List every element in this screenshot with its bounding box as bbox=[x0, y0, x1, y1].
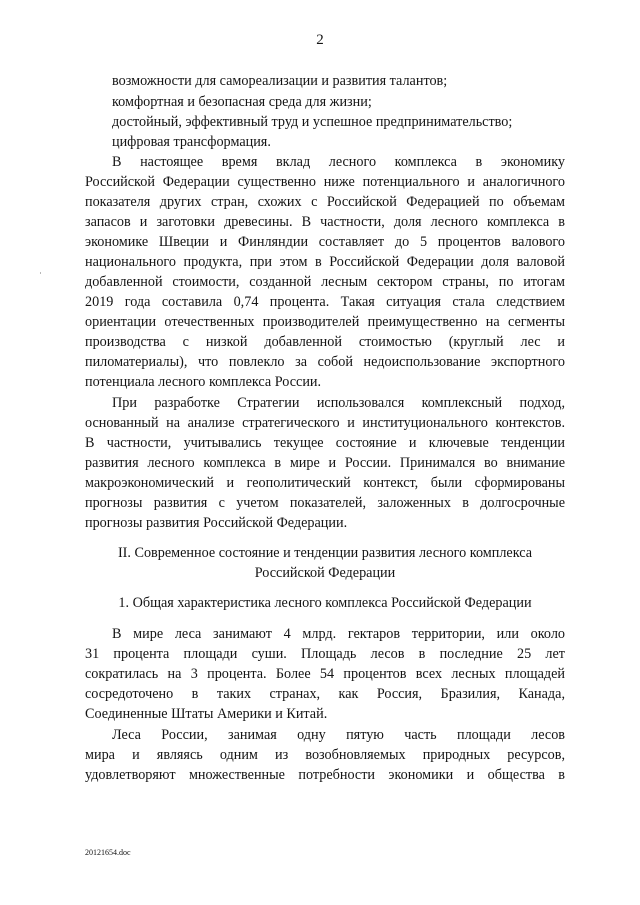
paragraph-line: Леса России, занимая одну пятую часть площади лесов bbox=[112, 727, 565, 743]
list-item: цифровая трансформация. bbox=[112, 134, 271, 150]
paragraph-line: экономике Швеции и Финляндии составляет до 5 процентов валового bbox=[85, 234, 565, 250]
paragraph-line: 31 процента площади суши. Площадь лесов в последние 25 лет bbox=[85, 646, 565, 662]
list-item: достойный, эффективный труд и успешное предпринимательство; bbox=[112, 114, 513, 130]
paragraph-line: Российской Федерации существенно ниже потенциального и аналогичного bbox=[85, 174, 565, 190]
paragraph-line: В настоящее время вклад лесного комплекса в экономику bbox=[112, 154, 565, 170]
paragraph-line: 2019 года составила 0,74 процента. Такая ситуация стала следствием bbox=[85, 294, 565, 310]
paragraph-line: В частности, учитывались текущее состояние и ключевые тенденции bbox=[85, 435, 565, 451]
paragraph-line: ориентации отечественных производителей преимущественно на сегменты bbox=[85, 314, 565, 330]
document-code: 20121654.doc bbox=[85, 848, 131, 857]
paragraph-line: показателя других стран, схожих с Российской Федерацией по объемам bbox=[85, 194, 565, 210]
scan-mark bbox=[40, 272, 41, 274]
paragraph-line: добавленной стоимости, созданной лесным сектором страны, по итогам bbox=[85, 274, 565, 290]
paragraph-line: прогнозы развития с учетом показателей, заложенных в долгосрочные bbox=[85, 495, 565, 511]
paragraph-line: сократилась на 3 процента. Более 54 процентов всех лесных площадей bbox=[85, 666, 565, 682]
section-heading: Российской Федерации bbox=[254, 565, 396, 581]
page-number: 2 bbox=[316, 32, 324, 48]
paragraph-line: прогнозы развития Российской Федерации. bbox=[85, 515, 348, 531]
paragraph-line: развития лесного комплекса в мире и России. Принимался во внимание bbox=[85, 455, 565, 471]
paragraph-line: национального продукта, при этом в Российской Федерации доля валовой bbox=[85, 254, 565, 270]
paragraph-line: производства с низкой добавленной стоимостью (круглый лес и bbox=[85, 334, 565, 350]
paragraph-line: мира и являясь одним из возобновляемых природных ресурсов, bbox=[85, 747, 565, 763]
subsection-heading: 1. Общая характеристика лесного комплекса Российской Федерации bbox=[118, 595, 532, 611]
paragraph-line: При разработке Стратегии использовался комплексный подход, bbox=[112, 395, 565, 411]
section-heading: II. Современное состояние и тенденции развития лесного комплекса bbox=[117, 545, 533, 561]
list-item: комфортная и безопасная среда для жизни; bbox=[112, 94, 372, 110]
paragraph-line: удовлетворяют множественные потребности экономики и общества в bbox=[85, 767, 565, 783]
paragraph-line: пиломатериалы), что повлекло за собой недоиспользование экспортного bbox=[85, 354, 565, 370]
paragraph-line: основанный на анализе стратегического и институционального контекстов. bbox=[85, 415, 565, 431]
paragraph-line: сосредоточено в таких странах, как Россия, Бразилия, Канада, bbox=[85, 686, 565, 702]
paragraph-line: Соединенные Штаты Америки и Китай. bbox=[85, 706, 328, 722]
paragraph-line: макроэкономический и геополитический контекст, были сформированы bbox=[85, 475, 565, 491]
paragraph-line: потенциала лесного комплекса России. bbox=[85, 374, 322, 390]
paragraph-line: запасов и заготовки древесины. В частности, доля лесного комплекса в bbox=[85, 214, 565, 230]
paragraph-line: В мире леса занимают 4 млрд. гектаров территории, или около bbox=[112, 626, 565, 642]
list-item: возможности для самореализации и развития талантов; bbox=[112, 73, 448, 89]
